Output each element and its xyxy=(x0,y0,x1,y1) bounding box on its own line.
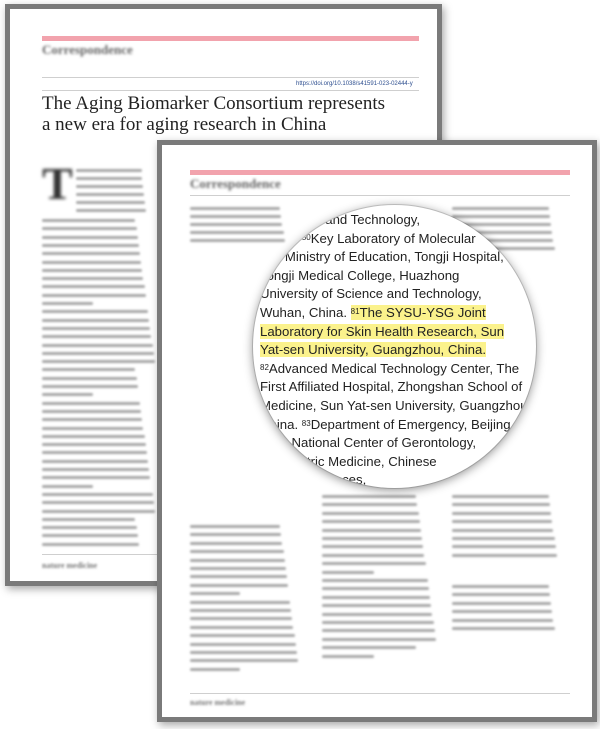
blurred-text-line xyxy=(190,592,240,595)
affiliation-line xyxy=(260,285,536,304)
blurred-text-line xyxy=(42,219,135,222)
blurred-text-line xyxy=(42,244,139,247)
blurred-text-line xyxy=(42,526,137,529)
line-text: Tongji Medical College, Huazhong xyxy=(260,267,460,283)
blurred-text-line xyxy=(322,571,374,574)
blurred-text-line xyxy=(42,476,150,479)
blurred-text-line xyxy=(190,542,282,545)
blurred-text-line xyxy=(42,377,137,380)
blurred-text-line xyxy=(42,327,150,330)
blurred-text-line xyxy=(322,613,432,616)
blurred-text-line xyxy=(42,485,93,488)
title-line: The Aging Biomarker Consortium represents xyxy=(42,93,385,114)
blurred-text-line xyxy=(42,510,155,513)
blurred-text-line xyxy=(42,410,141,413)
journal-footer: nature medicine xyxy=(190,698,246,707)
blurred-text-line xyxy=(190,659,298,662)
blurred-text-line xyxy=(452,512,551,515)
blurred-text-line xyxy=(42,543,139,546)
line-text: The SYSU-YSG Joint xyxy=(359,304,486,320)
affiliation-line xyxy=(260,397,536,416)
blurred-text-line xyxy=(42,294,146,297)
blurred-text-line xyxy=(42,335,151,338)
blurred-text-line xyxy=(42,352,154,355)
magnified-text xyxy=(260,211,536,488)
blurred-text-line xyxy=(452,537,555,540)
blurred-text-line xyxy=(42,460,148,463)
blurred-text-line xyxy=(452,602,551,605)
journal-footer: nature medicine xyxy=(42,561,98,570)
blurred-text-line xyxy=(190,559,285,562)
blurred-text-line xyxy=(42,427,143,430)
blurred-text-line xyxy=(322,512,419,515)
line-text: Medicine, Sun Yat-sen University, Guangzhou, xyxy=(260,397,532,413)
blurred-text-line xyxy=(322,655,374,658)
blurred-text-line xyxy=(42,368,135,371)
article-title xyxy=(42,93,432,135)
blurred-text-line xyxy=(322,545,423,548)
blurred-text-line xyxy=(190,626,293,629)
blurred-text-line xyxy=(190,584,288,587)
blurred-text-line xyxy=(452,554,557,557)
blurred-text-line xyxy=(322,554,424,557)
affiliation-line xyxy=(260,211,536,230)
blurred-text-line xyxy=(42,310,148,313)
title-rule xyxy=(42,90,419,91)
blurred-text-line xyxy=(42,277,143,280)
drop-cap: T xyxy=(42,158,73,209)
affiliation-line xyxy=(260,248,536,267)
line-prefix: Wuhan, China. xyxy=(260,304,351,320)
blurred-text-line xyxy=(452,207,549,210)
blurred-text-line xyxy=(190,643,296,646)
affiliation-number: 82 xyxy=(260,362,269,372)
blurred-text-line xyxy=(322,629,435,632)
blurred-text-line xyxy=(190,575,287,578)
affiliation-line xyxy=(260,360,536,379)
line-text: Yat-sen University, Guangzhou, China. xyxy=(260,342,487,358)
blurred-text-line xyxy=(42,236,138,239)
blurred-text-line xyxy=(42,252,140,255)
blurred-text-line xyxy=(42,319,149,322)
blurred-text-line xyxy=(76,185,143,188)
line-text: First Affiliated Hospital, Zhongshan School of xyxy=(260,379,523,395)
affiliation-number: 81 xyxy=(350,306,360,316)
affiliation-line xyxy=(260,267,536,286)
affiliation-line xyxy=(260,416,536,435)
line-text: of Geriatric Medicine, Chinese xyxy=(260,453,437,469)
line-text: of Science and Technology, xyxy=(260,212,421,227)
blurred-text-line xyxy=(42,451,147,454)
accent-bar xyxy=(42,36,419,41)
footer-rule xyxy=(42,554,162,555)
blurred-text-line xyxy=(76,201,145,204)
blurred-text-line xyxy=(76,193,144,196)
line-text: Advanced Medical Technology Center, The xyxy=(268,360,520,376)
blurred-text-line xyxy=(322,503,417,506)
blurred-text-line xyxy=(190,550,284,553)
blurred-text-line xyxy=(190,207,280,210)
blurred-text-line xyxy=(190,525,280,528)
blurred-text-line xyxy=(42,501,154,504)
blurred-text-line xyxy=(190,668,240,671)
accent-bar xyxy=(190,170,570,175)
blurred-text-line xyxy=(42,393,93,396)
blurred-text-line xyxy=(42,227,137,230)
affiliation-line xyxy=(260,453,536,472)
blurred-text-line xyxy=(42,418,142,421)
section-label: Correspondence xyxy=(42,42,133,57)
blurred-text-line xyxy=(322,537,422,540)
affiliation-line xyxy=(260,378,536,397)
blurred-text-line xyxy=(322,529,421,532)
blurred-text-line xyxy=(190,601,290,604)
blurred-text-line xyxy=(322,579,428,582)
blurred-text-line xyxy=(322,520,420,523)
blurred-text-line xyxy=(42,518,135,521)
header-rule xyxy=(190,195,570,196)
affiliation-line xyxy=(260,434,536,453)
blurred-text-line xyxy=(452,610,552,613)
blurred-text-line xyxy=(322,604,431,607)
blurred-text-line xyxy=(42,468,149,471)
affiliation-line xyxy=(260,471,536,488)
line-text: Medical Sciences, xyxy=(260,472,367,488)
blurred-text-line xyxy=(452,520,552,523)
blurred-text-line xyxy=(322,596,430,599)
title-line: a new era for aging research in China xyxy=(42,114,327,135)
blurred-text-line xyxy=(322,621,434,624)
blurred-text-line xyxy=(190,617,292,620)
highlighted-affiliation-line xyxy=(260,323,536,342)
section-label: Correspondence xyxy=(190,176,281,191)
line-text: University of Science and Technology, xyxy=(260,286,482,302)
doi-link[interactable]: https://doi.org/10.1038/s41591-023-02444-y xyxy=(296,81,413,87)
blurred-text-line xyxy=(190,634,295,637)
line-prefix: China. xyxy=(260,416,302,432)
blurred-text-line xyxy=(76,169,142,172)
footer-rule xyxy=(190,693,570,694)
blurred-text-line xyxy=(42,285,145,288)
blurred-text-line xyxy=(452,619,553,622)
blurred-text-line xyxy=(322,587,429,590)
blurred-text-line xyxy=(76,209,146,212)
blurred-text-line xyxy=(322,495,416,498)
line-text: pital, National Center of Gerontology, xyxy=(260,435,477,451)
blurred-text-line xyxy=(42,344,153,347)
blurred-text-line xyxy=(76,177,142,180)
blurred-text-line xyxy=(42,493,153,496)
line-text: Laboratory for Skin Health Research, Sun xyxy=(260,323,505,339)
affiliation-number: 83 xyxy=(301,418,311,428)
blurred-text-line xyxy=(42,402,140,405)
line-text: Department of Emergency, Beijing xyxy=(310,416,511,432)
blurred-text-line xyxy=(322,646,416,649)
magnifier-lens xyxy=(253,205,536,488)
highlighted-affiliation-line xyxy=(260,341,536,360)
blurred-text-line xyxy=(452,585,549,588)
blurred-text-line xyxy=(42,261,141,264)
blurred-text-line xyxy=(42,435,145,438)
blurred-text-line xyxy=(42,534,138,537)
blurred-text-line xyxy=(452,593,550,596)
blurred-text-line xyxy=(452,529,553,532)
blurred-text-line xyxy=(42,360,155,363)
blurred-text-line xyxy=(322,638,436,641)
blurred-text-line xyxy=(42,385,138,388)
blurred-text-line xyxy=(322,562,426,565)
blurred-text-line xyxy=(190,567,286,570)
blurred-text-line xyxy=(452,503,550,506)
blurred-text-line xyxy=(190,533,281,536)
blurred-text-line xyxy=(452,627,555,630)
blurred-text-line xyxy=(42,269,142,272)
blurred-text-line xyxy=(452,495,549,498)
header-rule xyxy=(42,77,419,78)
blurred-text-line xyxy=(190,609,291,612)
affiliation-line xyxy=(260,230,536,249)
line-prefix: China. xyxy=(260,230,302,246)
highlighted-affiliation-line xyxy=(260,304,536,323)
blurred-text-line xyxy=(190,651,297,654)
blurred-text-line xyxy=(42,302,93,305)
blurred-text-line xyxy=(42,443,146,446)
blurred-text-line xyxy=(452,545,556,548)
line-text: ing, Ministry of Education, Tongji Hospital, xyxy=(260,249,504,265)
line-text: Key Laboratory of Molecular xyxy=(310,230,476,246)
affiliation-number: 80 xyxy=(301,232,311,242)
